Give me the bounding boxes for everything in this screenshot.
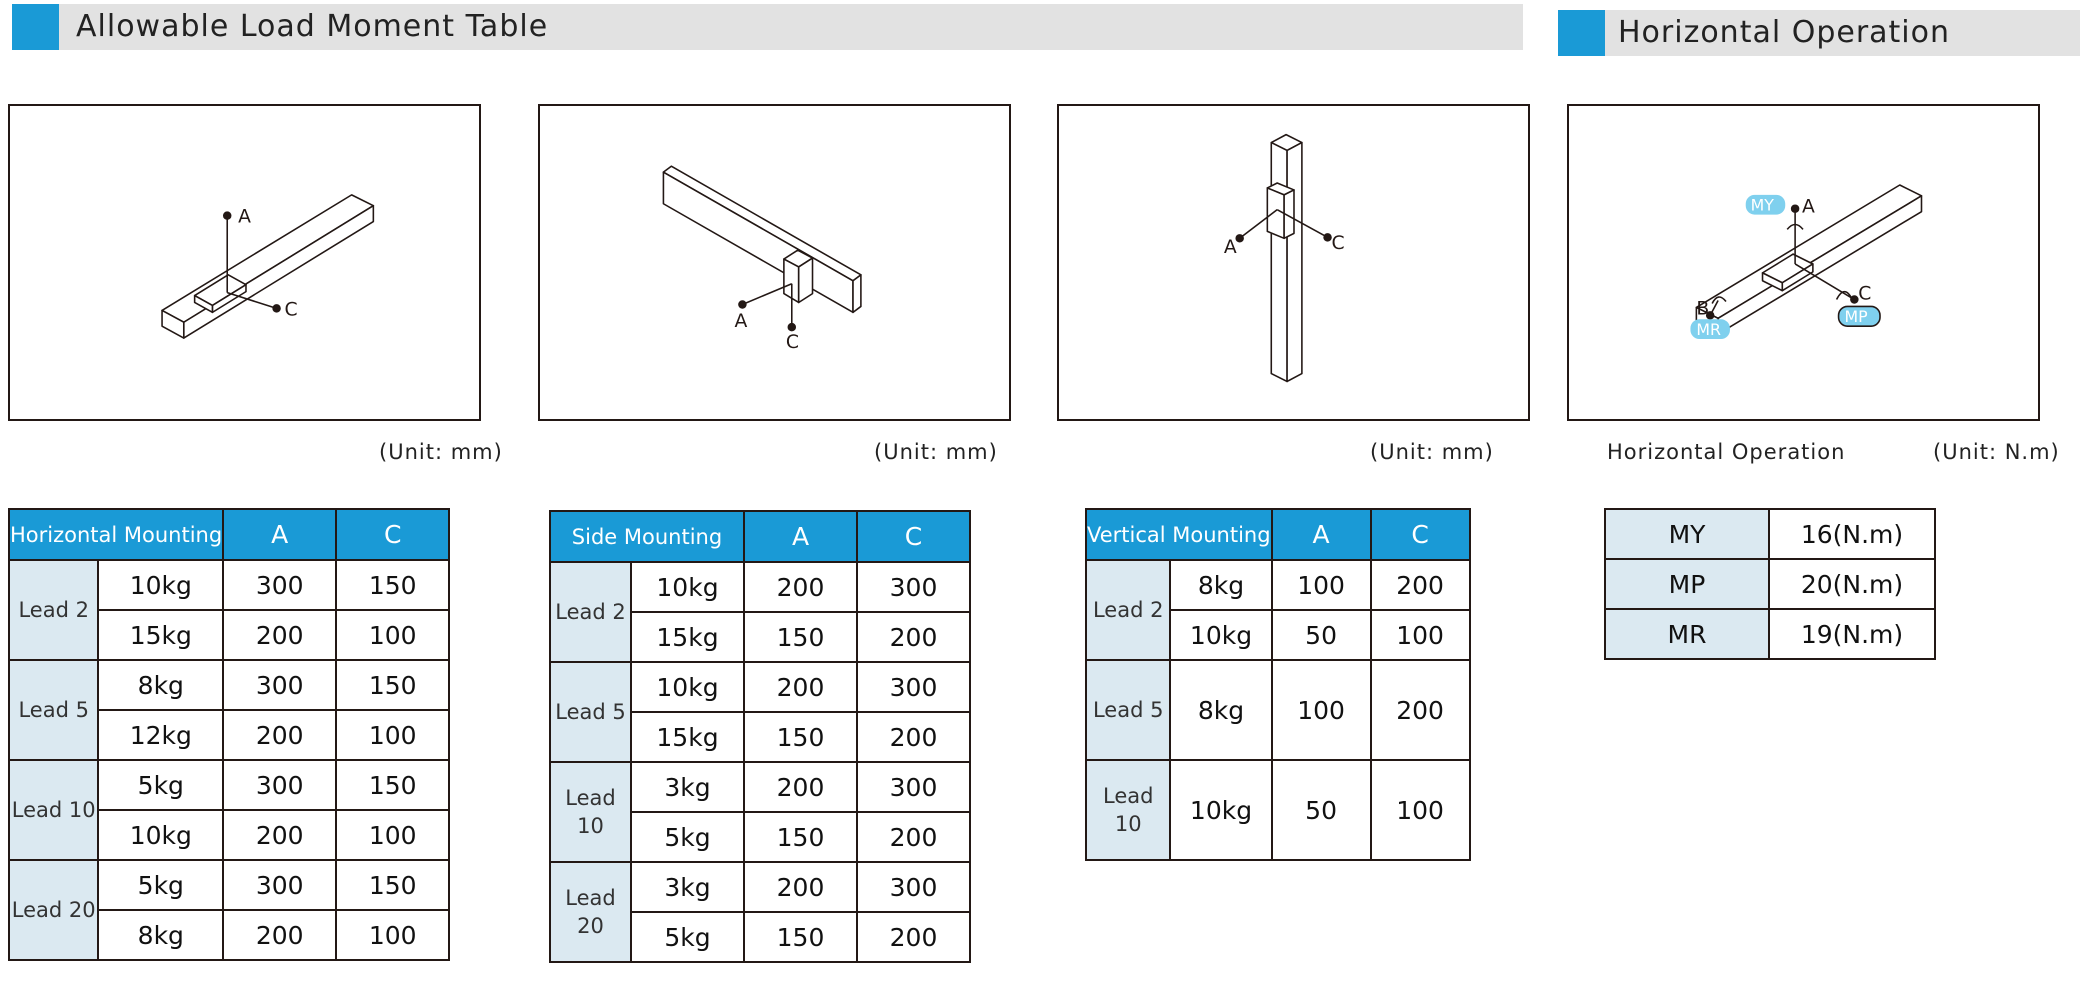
label-a: A: [1802, 196, 1815, 218]
value-a-cell: 50: [1272, 760, 1371, 860]
col-header-a: A: [1272, 509, 1371, 560]
col-header-a: A: [744, 511, 857, 562]
value-c-cell: 100: [336, 610, 449, 660]
value-c-cell: 300: [857, 662, 970, 712]
value-c-cell: 100: [1371, 760, 1470, 860]
section-title: Horizontal Operation: [1618, 15, 1951, 50]
horizontal-operation-moment-table: [1604, 508, 1936, 660]
value-c-cell: 100: [1371, 610, 1470, 660]
side-rail-illustration: [540, 106, 1009, 419]
moment-name-cell: MR: [1605, 609, 1769, 659]
label-mp: MP: [1844, 307, 1868, 327]
lead-cell: Lead 2: [1086, 560, 1170, 660]
lead-cell: Lead 2: [550, 562, 631, 662]
value-a-cell: 200: [223, 910, 336, 960]
side-mounting-table: [549, 510, 971, 963]
lead-cell: Lead 5: [1086, 660, 1170, 760]
moment-name-cell: MY: [1605, 509, 1769, 559]
load-cell: 5kg: [98, 760, 223, 810]
load-cell: 3kg: [631, 762, 744, 812]
header-accent-square: [12, 4, 59, 50]
load-cell: 10kg: [1170, 610, 1271, 660]
moment-value-cell: 16(N.m): [1769, 509, 1935, 559]
vertical-rail-illustration: [1059, 106, 1528, 419]
value-c-cell: 200: [1371, 560, 1470, 610]
value-c-cell: 300: [857, 762, 970, 812]
value-c-cell: 150: [336, 760, 449, 810]
value-a-cell: 50: [1272, 610, 1371, 660]
moment-value-cell: 20(N.m): [1769, 559, 1935, 609]
value-c-cell: 200: [857, 612, 970, 662]
load-cell: 8kg: [1170, 560, 1271, 610]
unit-caption-side: (Unit: mm): [874, 440, 998, 464]
load-cell: 10kg: [98, 560, 223, 610]
label-a: A: [1223, 237, 1237, 259]
moment-table-caption: Horizontal Operation: [1607, 440, 1846, 464]
value-a-cell: 200: [744, 762, 857, 812]
value-a-cell: 300: [223, 760, 336, 810]
load-cell: 5kg: [631, 912, 744, 962]
value-a-cell: 100: [1272, 560, 1371, 610]
value-c-cell: 200: [857, 712, 970, 762]
lead-cell: Lead 20: [550, 862, 631, 962]
value-c-cell: 150: [336, 660, 449, 710]
value-a-cell: 200: [223, 610, 336, 660]
header-accent-square: [1558, 10, 1605, 56]
load-cell: 10kg: [98, 810, 223, 860]
load-cell: 10kg: [1170, 760, 1271, 860]
value-a-cell: 200: [744, 862, 857, 912]
side-mounting-diagram: [538, 104, 1011, 421]
value-c-cell: 100: [336, 910, 449, 960]
value-a-cell: 150: [744, 912, 857, 962]
load-cell: 3kg: [631, 862, 744, 912]
value-a-cell: 200: [744, 662, 857, 712]
value-c-cell: 150: [336, 860, 449, 910]
lead-cell: Lead 10: [9, 760, 98, 860]
horizontal-mounting-diagram: [8, 104, 481, 421]
load-cell: 8kg: [1170, 660, 1271, 760]
load-cell: 5kg: [631, 812, 744, 862]
moment-value-cell: 19(N.m): [1769, 609, 1935, 659]
lead-cell: Lead 20: [9, 860, 98, 960]
unit-caption-moment: (Unit: N.m): [1933, 440, 2060, 464]
value-a-cell: 200: [223, 810, 336, 860]
label-c: C: [1331, 233, 1345, 255]
value-c-cell: 200: [857, 912, 970, 962]
value-a-cell: 300: [223, 860, 336, 910]
vertical-mounting-diagram: [1057, 104, 1530, 421]
lead-cell: Lead 10: [550, 762, 631, 862]
value-c-cell: 200: [857, 812, 970, 862]
label-b: B: [1696, 298, 1710, 320]
value-c-cell: 150: [336, 560, 449, 610]
lead-cell: Lead 5: [550, 662, 631, 762]
label-mr: MR: [1696, 320, 1721, 340]
label-a: A: [734, 311, 748, 333]
value-a-cell: 150: [744, 612, 857, 662]
value-a-cell: 200: [744, 562, 857, 612]
lead-cell: Lead 5: [9, 660, 98, 760]
lead-cell: Lead 2: [9, 560, 98, 660]
col-header-c: C: [1371, 509, 1470, 560]
table-title: Side Mounting: [550, 511, 744, 562]
value-c-cell: 100: [336, 810, 449, 860]
table-title: Horizontal Mounting: [9, 509, 223, 560]
value-a-cell: 150: [744, 712, 857, 762]
load-cell: 5kg: [98, 860, 223, 910]
section-header-load-moment: [12, 4, 1523, 50]
section-title: Allowable Load Moment Table: [76, 9, 549, 44]
section-header-horizontal-operation: [1558, 10, 2080, 56]
moment-name-cell: MP: [1605, 559, 1769, 609]
load-cell: 12kg: [98, 710, 223, 760]
value-a-cell: 300: [223, 560, 336, 610]
load-cell: 15kg: [98, 610, 223, 660]
load-cell: 8kg: [98, 910, 223, 960]
horizontal-rail-illustration: [10, 106, 479, 419]
label-c: C: [284, 299, 298, 321]
load-cell: 8kg: [98, 660, 223, 710]
load-cell: 15kg: [631, 712, 744, 762]
moment-rail-illustration: [1569, 106, 2038, 419]
value-c-cell: 100: [336, 710, 449, 760]
col-header-a: A: [223, 509, 336, 560]
table-title: Vertical Mounting: [1086, 509, 1272, 560]
label-c: C: [785, 331, 799, 353]
load-cell: 10kg: [631, 562, 744, 612]
label-my: MY: [1750, 195, 1774, 215]
label-c: C: [1858, 283, 1872, 305]
label-a: A: [238, 206, 251, 228]
value-a-cell: 100: [1272, 660, 1371, 760]
horizontal-operation-diagram: [1567, 104, 2040, 421]
unit-caption-horizontal: (Unit: mm): [379, 440, 503, 464]
load-cell: 15kg: [631, 612, 744, 662]
col-header-c: C: [336, 509, 449, 560]
load-cell: 10kg: [631, 662, 744, 712]
col-header-c: C: [857, 511, 970, 562]
value-a-cell: 200: [223, 710, 336, 760]
horizontal-mounting-table: [8, 508, 450, 961]
value-c-cell: 300: [857, 562, 970, 612]
vertical-mounting-table: [1085, 508, 1471, 861]
unit-caption-vertical: (Unit: mm): [1370, 440, 1494, 464]
value-c-cell: 200: [1371, 660, 1470, 760]
value-a-cell: 300: [223, 660, 336, 710]
value-c-cell: 300: [857, 862, 970, 912]
value-a-cell: 150: [744, 812, 857, 862]
lead-cell: Lead 10: [1086, 760, 1170, 860]
